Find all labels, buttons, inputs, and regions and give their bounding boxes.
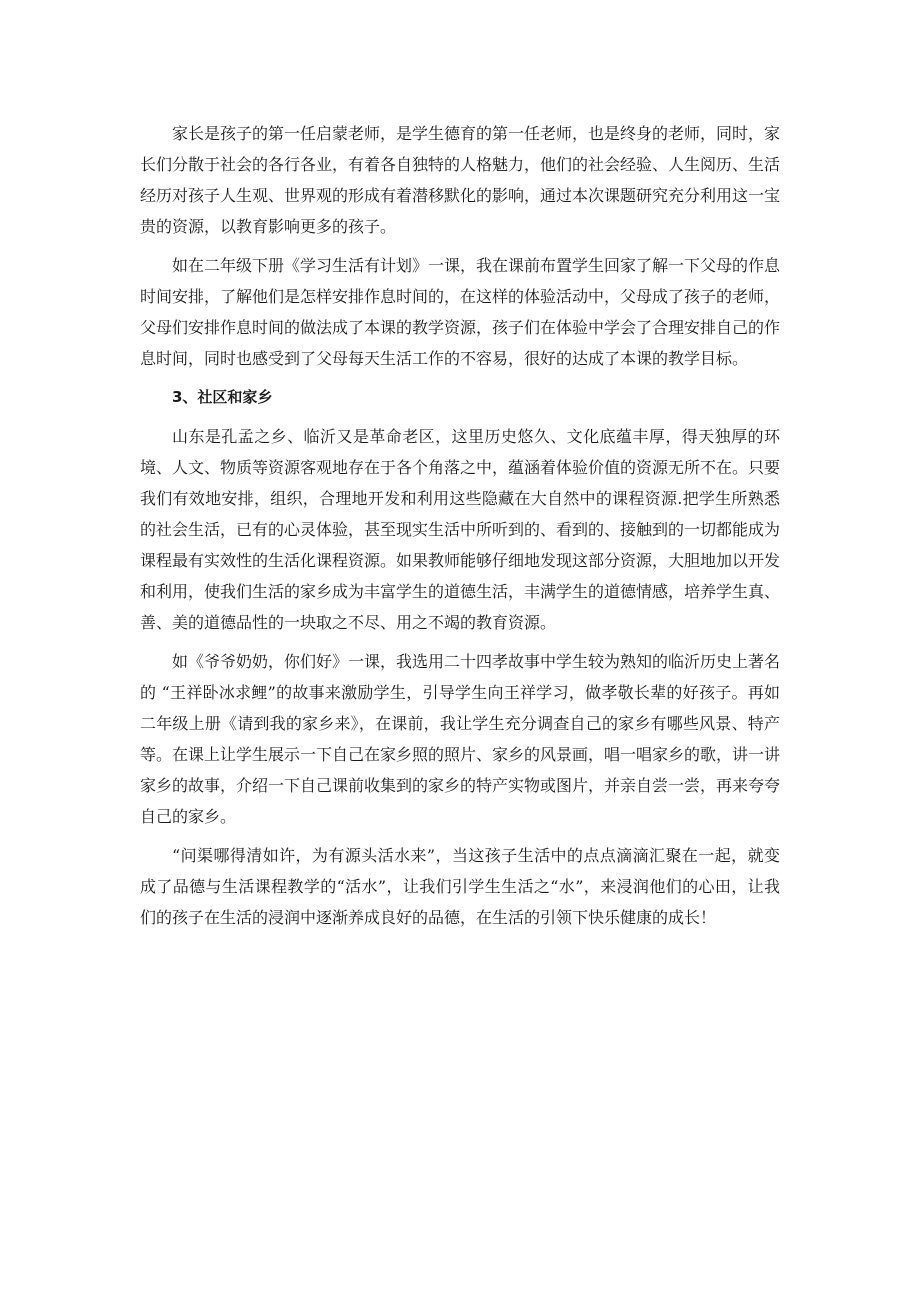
paragraph-shandong-resources: 山东是孔孟之乡、临沂又是革命老区，这里历史悠久、文化底蕴丰厚，得天独厚的环境、人文、物质等资源客观地存在于各个角落之中，蕴涵着体验价值的资源无所不在。只要我们有效地安排，组织，合理地开发和利用这些隐藏在大自然中的课程资源.把学生所熟悉的社会生活，已有的心灵体验，甚至现实生活中所听到的、看到的、接触到的一切都能成为课程最有实效性的生活化课程资源。如果教师能够仔细地发现这部分资源，大胆地加以开发和利用，使我们生活的家乡成为丰富学生的道德生活，丰满学生的道德情感，培养学生真、善、美的道德品性的一块取之不尽、用之不竭的教育资源。	[140, 427, 781, 632]
paragraph-parents-as-teachers: 家长是孩子的第一任启蒙老师，是学生德育的第一任老师，也是终身的老师，同时，家长们分散于社会的各行各业，有着各自独特的人格魅力，他们的社会经验、人生阅历、生活经历对孩子人生观、世界观的形成有着潜移默化的影响，通过本次课题研究充分利用这一宝贵的资源，以教育影响更多的孩子。	[140, 124, 781, 236]
document-body	[140, 118, 780, 941]
paragraph-hometown-lessons: 如《爷爷奶奶，你们好》一课，我选用二十四孝故事中学生较为熟知的临沂历史上著名的 “王祥卧冰求鲤”的故事来激励学生，引导学生向王祥学习，做孝敬长辈的好孩子。再如二年级上册《请到我的家乡来》，在课前，我让学生充分调查自己的家乡有哪些风景、特产等。在课上让学生展示一下自己在家乡照的照片、家乡的风景画，唱一唱家乡的歌，讲一讲家乡的故事，介绍一下自己课前收集到的家乡的特产实物或图片，并亲自尝一尝，再来夸夸自己的家乡。	[140, 652, 781, 826]
paragraph-study-plan-lesson: 如在二年级下册《学习生活有计划》一课，我在课前布置学生回家了解一下父母的作息时间安排，了解他们是怎样安排作息时间的，在这样的体验活动中，父母成了孩子的老师，父母们安排作息时间的做法成了本课的教学资源，孩子们在体验中学会了合理安排自己的作息时间，同时也感受到了父母每天生活工作的不容易，很好的达成了本课的教学目标。	[140, 256, 781, 368]
section-heading-community: 3、社区和家乡	[172, 388, 273, 406]
paragraph-conclusion: “问渠哪得清如许，为有源头活水来”，当这孩子生活中的点点滴滴汇聚在一起，就变成了品德与生活课程教学的“活水”，让我们引学生生活之“水”，来浸润他们的心田，让我们的孩子在生活的浸润中逐渐养成良好的品德，在生活的引领下快乐健康的成长！	[140, 846, 780, 927]
